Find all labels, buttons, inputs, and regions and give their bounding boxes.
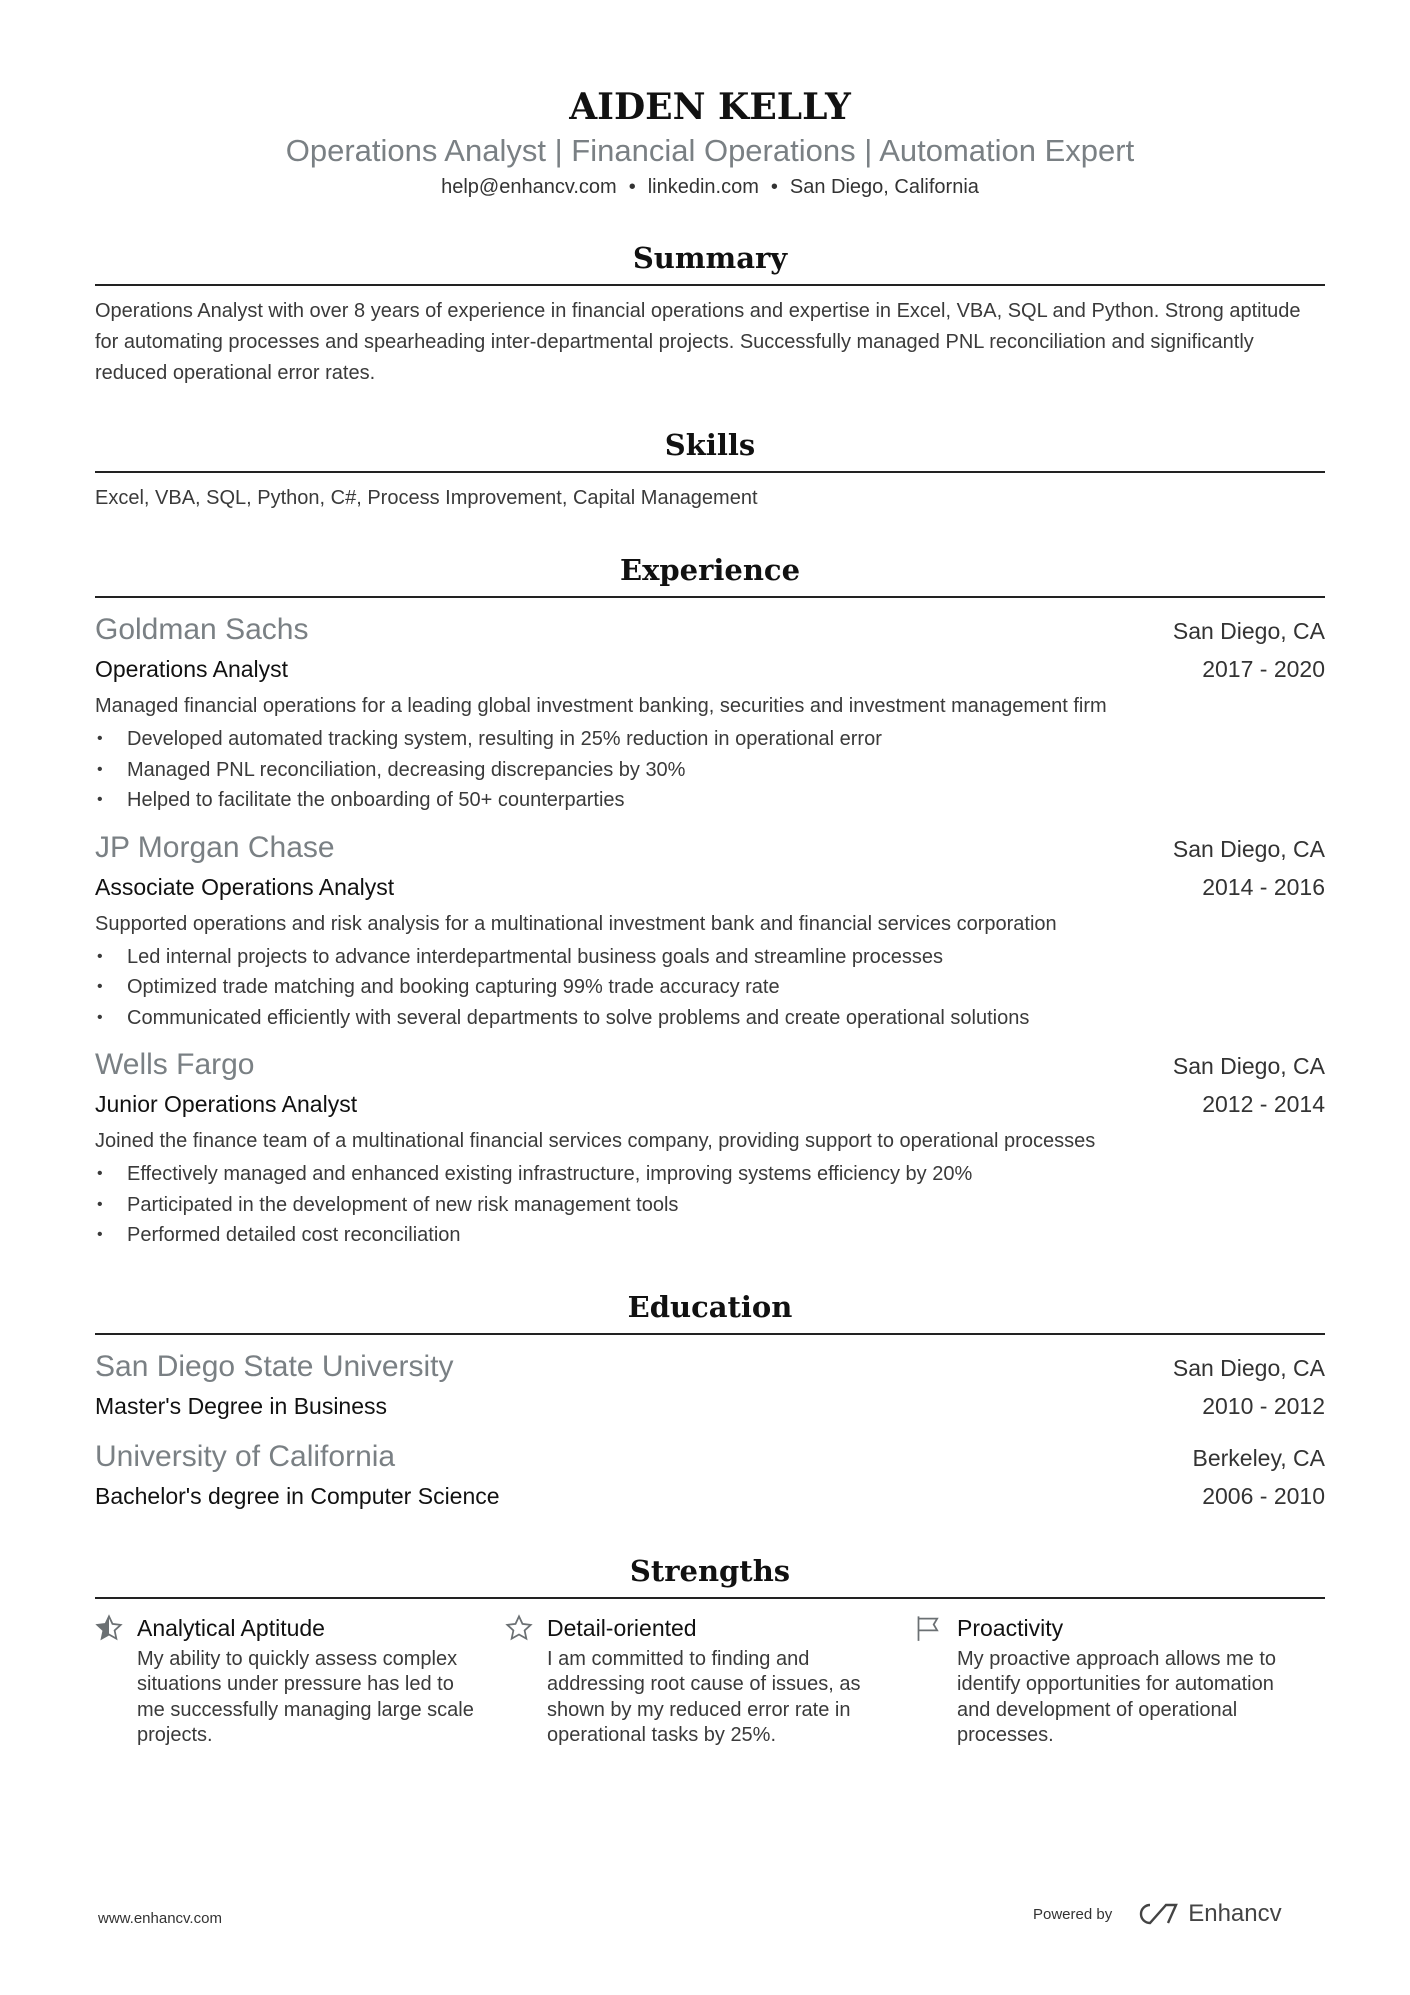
experience-entry bbox=[95, 828, 1325, 1034]
job-dates: 2014 - 2016 bbox=[1202, 873, 1325, 900]
bullet-list bbox=[95, 942, 1325, 1034]
bullet-point: • Performed detailed cost reconciliation bbox=[95, 1220, 1325, 1251]
strengths-heading: Strengths bbox=[95, 1551, 1325, 1599]
headline-part: Financial Operations bbox=[571, 133, 856, 168]
star-half-icon bbox=[95, 1611, 137, 1645]
summary-text: Operations Analyst with over 8 years of experience in financial operations and expertise in Excel, VBA, SQL and Python. Strong aptitude for automating processes and spearheading inter-departmental projects. Successfully managed PNL reconciliation and significantly reduced operational error rates. bbox=[95, 300, 1301, 384]
strength-description: I am committed to finding and addressing root cause of issues, as shown by my reduced error rate in operational tasks by 25%. bbox=[547, 1647, 861, 1746]
powered-by bbox=[1033, 1900, 1282, 1928]
strength-item bbox=[915, 1611, 1325, 1749]
education-list bbox=[95, 1347, 1325, 1515]
headline bbox=[95, 130, 1325, 172]
website-link[interactable]: www.enhancv.com bbox=[98, 1910, 222, 1927]
bullet-list bbox=[95, 724, 1325, 816]
bullet-point: • Effectively managed and enhanced existing infrastructure, improving systems efficiency by 20% bbox=[95, 1159, 1325, 1190]
separator: | bbox=[864, 133, 873, 168]
powered-by-label: Powered by bbox=[1033, 1905, 1113, 1923]
job-title: Operations Analyst bbox=[95, 656, 289, 682]
linkedin-link[interactable]: linkedin.com bbox=[647, 176, 759, 198]
degree: Bachelor's degree in Computer Science bbox=[95, 1482, 500, 1509]
enhancv-logo bbox=[1136, 1900, 1281, 1928]
experience-list bbox=[95, 610, 1325, 1251]
bullet-point: • Led internal projects to advance interdepartmental business goals and streamline processes bbox=[95, 942, 1325, 973]
strength-title: Proactivity bbox=[957, 1614, 1064, 1641]
separator: • bbox=[770, 176, 778, 198]
bullet-point: • Communicated efficiently with several departments to solve problems and create operational solutions bbox=[95, 1003, 1325, 1034]
degree: Master's Degree in Business bbox=[95, 1392, 388, 1419]
experience-entry bbox=[95, 610, 1325, 816]
candidate-name: AIDEN KELLY bbox=[569, 86, 851, 128]
job-location: San Diego, CA bbox=[1172, 1053, 1325, 1079]
job-location: San Diego, CA bbox=[1172, 618, 1325, 644]
experience-heading: Experience bbox=[95, 550, 1325, 598]
job-title: Associate Operations Analyst bbox=[95, 873, 395, 900]
company-name: JP Morgan Chase bbox=[95, 830, 335, 864]
headline-part: Operations Analyst bbox=[285, 133, 546, 168]
strength-description: My ability to quickly assess complex situations under pressure has led to me successfully managing large scale projects. bbox=[137, 1647, 474, 1746]
strengths-list bbox=[95, 1611, 1325, 1749]
job-description: Supported operations and risk analysis for a multinational investment bank and financial services corporation bbox=[95, 912, 1057, 935]
strength-item bbox=[505, 1611, 915, 1749]
experience-entry bbox=[95, 1045, 1325, 1251]
job-description: Managed financial operations for a leading global investment banking, securities and investment management firm bbox=[95, 695, 1107, 717]
resume bbox=[95, 84, 1325, 1749]
contact-info bbox=[95, 172, 1325, 202]
strength-item bbox=[95, 1611, 505, 1749]
separator: | bbox=[554, 133, 563, 168]
job-dates: 2012 - 2014 bbox=[1202, 1091, 1325, 1117]
email-link[interactable]: help@enhancv.com bbox=[441, 176, 617, 198]
strength-title: Detail-oriented bbox=[547, 1614, 697, 1641]
skills-text: Excel, VBA, SQL, Python, C#, Process Improvement, Capital Management bbox=[95, 487, 758, 509]
education-dates: 2006 - 2010 bbox=[1202, 1482, 1325, 1509]
headline-part: Automation Expert bbox=[879, 133, 1135, 168]
job-location: San Diego, CA bbox=[1172, 835, 1325, 862]
skills-heading: Skills bbox=[95, 425, 1325, 473]
enhancv-logo-icon bbox=[1136, 1902, 1180, 1926]
strength-description: My proactive approach allows me to identify opportunities for automation and development of operational processes. bbox=[957, 1647, 1277, 1746]
school-name: University of California bbox=[95, 1439, 396, 1473]
separator: • bbox=[628, 176, 636, 198]
job-title: Junior Operations Analyst bbox=[95, 1091, 358, 1117]
school-location: San Diego, CA bbox=[1172, 1354, 1325, 1381]
bullet-point: • Optimized trade matching and booking capturing 99% trade accuracy rate bbox=[95, 972, 1325, 1003]
bullet-list bbox=[95, 1159, 1325, 1251]
location: San Diego, California bbox=[789, 176, 979, 198]
strength-title: Analytical Aptitude bbox=[137, 1614, 325, 1641]
brand-name: Enhancv bbox=[1188, 1900, 1282, 1927]
education-entry bbox=[95, 1437, 1325, 1515]
education-entry bbox=[95, 1347, 1325, 1425]
job-description: Joined the finance team of a multinational financial services company, providing support to operational processes bbox=[95, 1130, 1096, 1152]
school-name: San Diego State University bbox=[95, 1349, 454, 1383]
flag-icon bbox=[915, 1611, 957, 1645]
job-dates: 2017 - 2020 bbox=[1202, 656, 1325, 682]
education-dates: 2010 - 2012 bbox=[1202, 1392, 1325, 1419]
bullet-point: • Managed PNL reconciliation, decreasing discrepancies by 30% bbox=[95, 755, 1325, 786]
star-outline-icon bbox=[505, 1611, 547, 1645]
company-name: Wells Fargo bbox=[95, 1048, 255, 1081]
company-name: Goldman Sachs bbox=[95, 613, 309, 646]
education-heading: Education bbox=[95, 1287, 1325, 1335]
school-location: Berkeley, CA bbox=[1192, 1444, 1325, 1471]
bullet-point: • Participated in the development of new risk management tools bbox=[95, 1190, 1325, 1221]
summary-heading: Summary bbox=[95, 238, 1325, 286]
bullet-point: • Helped to facilitate the onboarding of 50+ counterparties bbox=[95, 785, 1325, 816]
bullet-point: • Developed automated tracking system, resulting in 25% reduction in operational error bbox=[95, 724, 1325, 755]
